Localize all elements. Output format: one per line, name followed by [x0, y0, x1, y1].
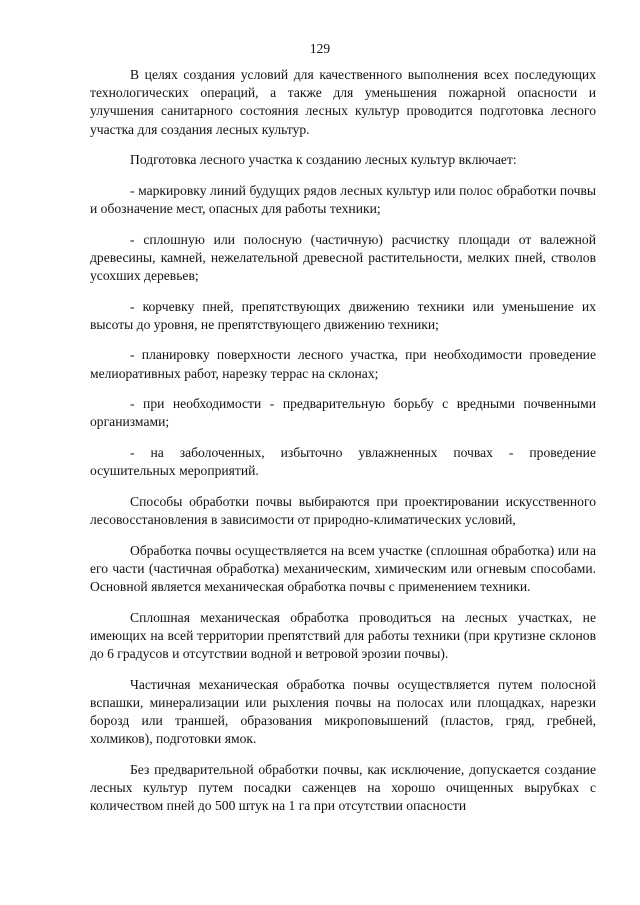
- paragraph: Частичная механическая обработка почвы осуществляется путем полосной вспашки, минерализации или рыхления почвы на полосах или площадках, нарезки борозд или траншей, образования микроповышений (пластов, гряд, гребней, холмиков), подготовки ямок.: [90, 676, 596, 747]
- paragraph: Сплошная механическая обработка проводиться на лесных участках, не имеющих на всей территории препятствий для работы техники (при крутизне склонов до 6 градусов и отсутствии водной и ветровой эрозии почвы).: [90, 609, 596, 661]
- paragraph: Подготовка лесного участка к созданию лесных культур включает:: [130, 152, 517, 168]
- paragraph: Без предварительной обработки почвы, как исключение, допускается создание лесных культур путем посадки саженцев на хорошо очищенных вырубках с количеством пней до 500 штук на 1 га при отсутствии опасности: [90, 761, 596, 814]
- list-item: - корчевку пней, препятствующих движению техники или уменьшение их высоты до уровня, не препятствующего движению техники;: [90, 298, 596, 332]
- list-item: - планировку поверхности лесного участка, при необходимости проведение мелиоративных работ, нарезку террас на склонах;: [90, 347, 596, 381]
- document-body: [90, 66, 596, 828]
- paragraph: В целях создания условий для качественного выполнения всех последующих технологических операций, а также для уменьшения пожарной опасности и улучшения санитарного состояния лесных культур проводится подготовка лесного участка для создания лесных культур.: [90, 67, 596, 137]
- list-item: - при необходимости - предварительную борьбу с вредными почвенными организмами;: [90, 396, 596, 430]
- list-item: - маркировку линий будущих рядов лесных культур или полос обработки почвы и обозначение мест, опасных для работы техники;: [90, 182, 596, 216]
- list-item: - сплошную или полосную (частичную) расчистку площади от валежной древесины, камней, нежелательной древесной растительности, мелких пней, стволов усохших деревьев;: [90, 231, 596, 283]
- page-number: 129: [309, 41, 331, 56]
- paragraph: Обработка почвы осуществляется на всем участке (сплошная обработка) или на его части (частичная обработка) механическим, химическим или огневым способами. Основной является механическая обработка почвы с применением техники.: [90, 542, 596, 594]
- list-item: - на заболоченных, избыточно увлажненных почвах - проведение осушительных мероприятий.: [90, 444, 596, 479]
- paragraph: Способы обработки почвы выбираются при проектировании искусственного лесовосстановления в зависимости от природно-климатических условий,: [90, 493, 596, 527]
